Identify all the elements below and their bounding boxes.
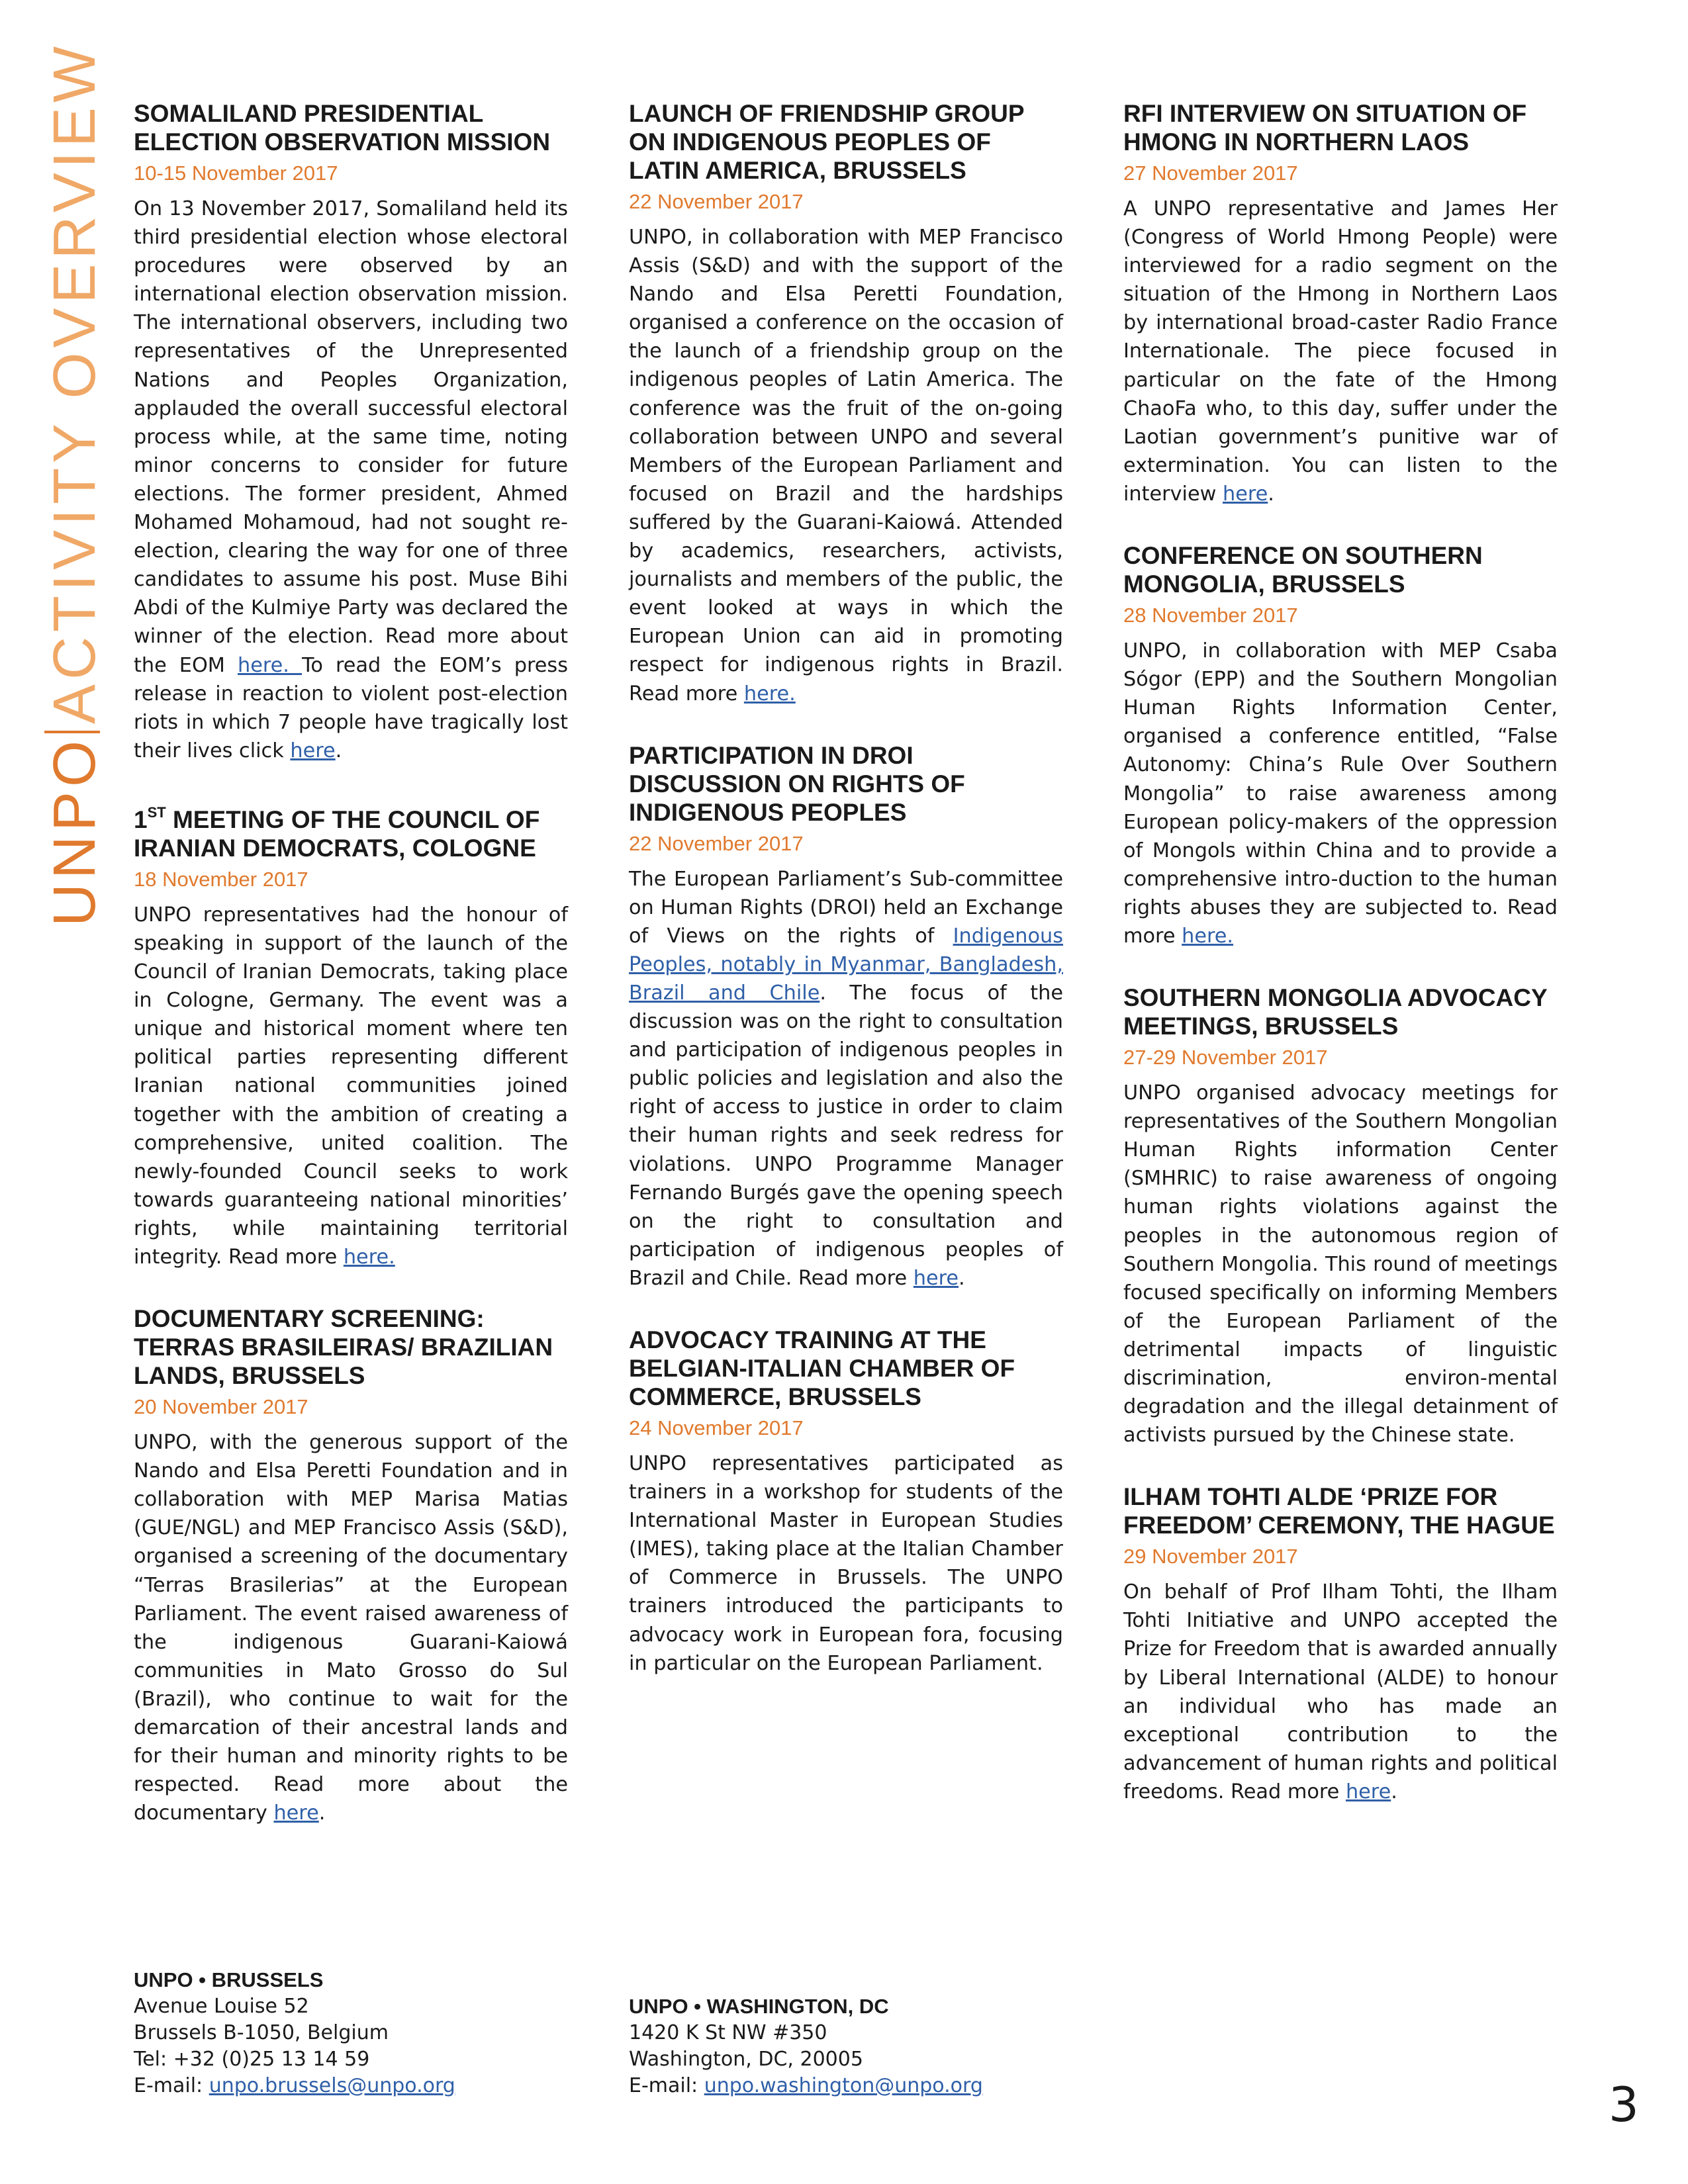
body-text-segment: . — [1268, 482, 1274, 506]
body-text-segment: . — [959, 1266, 965, 1290]
article-body — [629, 865, 1063, 1293]
read-more-link[interactable]: here — [273, 1801, 319, 1825]
read-more-link[interactable]: here — [913, 1266, 959, 1290]
email-label: E-mail: — [629, 2074, 704, 2097]
article-body — [134, 901, 568, 1271]
article-date: 29 November 2017 — [1123, 1545, 1298, 1569]
office-address-line: Avenue Louise 52 — [134, 1995, 309, 2018]
footer-brussels-office — [134, 1967, 455, 2099]
email-link[interactable]: unpo.washington@unpo.org — [704, 2074, 983, 2097]
article-headline: ILHAM TOHTI ALDE ‘PRIZE FOR FREEDOM’ CEREMONY, THE HAGUE — [1123, 1483, 1555, 1539]
headline-text: 1 — [134, 805, 148, 833]
read-more-link[interactable]: Indigenous Peoples, notably in Myanmar, Bangladesh, Brazil and Chile — [629, 924, 1063, 1005]
section-title-name: ACTIVITY OVERVIEW — [42, 42, 108, 724]
article-date: 20 November 2017 — [134, 1395, 308, 1419]
office-address-line: 1420 K St NW #350 — [629, 2021, 827, 2044]
body-text-segment: . — [318, 1801, 326, 1825]
body-text-segment: A UNPO representative and James Her (Congress of World Hmong People) were interviewed for a radio segment on the situation of the Hmong in Northern Laos by international broad-caster Radio France Internationale. The piece focused in particular on the fate of the Hmong ChaoFa who, to this day, suffer under the Laotian government’s punitive war of extermination. You can listen to the interview — [1123, 197, 1558, 506]
office-name: UNPO • WASHINGTON, DC — [629, 1995, 889, 2018]
read-more-link[interactable]: here. — [743, 682, 796, 705]
article-date: 22 November 2017 — [629, 190, 804, 213]
email-link[interactable]: unpo.brussels@unpo.org — [209, 2074, 455, 2097]
read-more-link[interactable]: here — [1345, 1780, 1391, 1803]
article — [629, 99, 1063, 708]
body-text-segment: UNPO representatives had the honour of speaking in support of the launch of the Council of Iranian Democrats, taking place in Cologne, Germany. The event was a unique and historical moment where ten political parties representing different Iranian national communities joined together with the ambition of creating a comprehensive, united coalition. The newly-founded Council seeks to work towards guaranteeing national minorities’ rights, while maintaining territorial integrity. Read more — [134, 903, 568, 1269]
office-address-line: Brussels B-1050, Belgium — [134, 2021, 389, 2044]
article-date: 28 November 2017 — [1123, 604, 1298, 627]
section-title-org: UNPO — [42, 735, 108, 927]
article — [134, 99, 568, 765]
article-body — [1123, 1578, 1558, 1806]
read-more-link[interactable]: here — [290, 739, 336, 762]
read-more-link[interactable]: here — [1223, 482, 1268, 506]
body-text-segment: On behalf of Prof Ilham Tohti, the Ilham Tohti Initiative and UNPO accepted the Prize for Freedom that is awarded annually by Liberal International (ALDE) to honour an individual who has made an exceptional contribution to the advancement of human rights and political freedoms. Read more — [1123, 1580, 1558, 1803]
article — [629, 1326, 1063, 1678]
article-date: 18 November 2017 — [134, 867, 308, 891]
article-body — [1123, 195, 1558, 508]
column-1 — [134, 99, 568, 1860]
read-more-link[interactable]: here. — [343, 1246, 395, 1269]
article — [1123, 983, 1558, 1449]
office-address-line: Washington, DC, 20005 — [629, 2048, 863, 2071]
article-headline: LAUNCH OF FRIENDSHIP GROUP ON INDIGENOUS PEOPLES OF LATIN AMERICA, BRUSSELS — [629, 100, 1024, 184]
article-body — [1123, 1079, 1558, 1449]
article — [134, 1304, 568, 1827]
email-label: E-mail: — [134, 2074, 209, 2097]
page-number: 3 — [1609, 2077, 1639, 2132]
article-date: 24 November 2017 — [629, 1416, 804, 1439]
section-title — [38, 42, 111, 927]
office-email-line — [134, 2073, 455, 2099]
read-more-link[interactable]: here. — [1182, 924, 1234, 948]
body-text-segment: UNPO organised advocacy meetings for representatives of the Southern Mongolian Human Rights information Center (SMHRIC) to raise awareness of ongoing human rights violations against the peoples in the autonomous region of Southern Mongolia. This round of meetings focused specifically on informing Members of the European Parliament of the detrimental impacts of linguistic discrimination, environ-mental degradation and the illegal detainment of activists pursued by the Chinese state. — [1123, 1081, 1558, 1447]
column-2 — [629, 99, 1063, 1711]
body-text-segment: UNPO, in collaboration with MEP Csaba Sógor (EPP) and the Southern Mongolian Human Rights Information Center, organised a conference entitled, “False Autonomy: China’s Rule Over Southern Mongolia” to raise awareness among European policy-makers of the oppression of Mongols within China and to provide a comprehensive intro-duction to the human rights abuses they are subjected to. Read more — [1123, 639, 1558, 948]
article-body — [629, 1449, 1063, 1678]
article-body — [1123, 637, 1558, 950]
article-headline: DOCUMENTARY SCREENING: TERRAS BRASILEIRAS/ BRAZILIAN LANDS, BRUSSELS — [134, 1305, 553, 1390]
article-headline: SOUTHERN MONGOLIA ADVOCACY MEETINGS, BRUSSELS — [1123, 984, 1547, 1040]
article-headline: PARTICIPATION IN DROI DISCUSSION ON RIGHTS OF INDIGENOUS PEOPLES — [629, 741, 965, 826]
article-body — [134, 1428, 568, 1827]
office-name: UNPO • BRUSSELS — [134, 1968, 324, 1991]
article — [1123, 1482, 1558, 1806]
article-headline: ADVOCACY TRAINING AT THE BELGIAN-ITALIAN CHAMBER OF COMMERCE, BRUSSELS — [629, 1326, 1015, 1410]
office-telephone: Tel: +32 (0)25 13 14 59 — [134, 2048, 370, 2071]
column-3 — [1123, 99, 1558, 1839]
article-date: 22 November 2017 — [629, 831, 804, 855]
article-headline: RFI INTERVIEW ON SITUATION OF HMONG IN NORTHERN LAOS — [1123, 100, 1527, 156]
office-email-line — [629, 2073, 983, 2099]
article — [629, 741, 1063, 1293]
article-date: 27 November 2017 — [1123, 161, 1298, 185]
footer-washington-office — [629, 1993, 983, 2099]
read-more-link[interactable]: here. — [238, 653, 303, 677]
article — [1123, 541, 1558, 950]
body-text-segment: . — [1391, 1780, 1397, 1803]
body-text-segment: UNPO, with the generous support of the Nando and Elsa Peretti Foundation and in collaboration with MEP Marisa Matias (GUE/NGL) and MEP Francisco Assis (S&D), organised a screening of the documentary “Terras Brasilerias” at the European Parliament. The event raised awareness of the indigenous Guarani-Kaiowá communities in Mato Grosso do Sul (Brazil), who continue to wait for the demarcation of their ancestral lands and for their human and minority rights to be respected. Read more about the documentary — [134, 1431, 568, 1825]
article-headline: SOMALILAND PRESIDENTIAL ELECTION OBSERVATION MISSION — [134, 100, 551, 156]
article-date: 27-29 November 2017 — [1123, 1046, 1328, 1069]
body-text-segment: . The focus of the discussion was on the right to consultation and participation of indigenous peoples in public policies and legislation and also the right of access to justice in order to claim their human rights and seek redress for violations. UNPO Programme Manager Fernando Burgés gave the opening speech on the right to consultation and participation of indigenous peoples of Brazil and Chile. Read more — [629, 981, 1063, 1290]
body-text-segment: UNPO representatives participated as trainers in a workshop for students of the International Master in European Studies (IMES), taking place at the Italian Chamber of Commerce in Brussels. The UNPO trainers introduced the participants to advocacy work in European fora, focusing in particular on the European Parliament. — [629, 1452, 1063, 1675]
title-divider — [44, 731, 100, 733]
body-text-segment: . — [335, 739, 342, 762]
article — [134, 798, 568, 1271]
body-text-segment: On 13 November 2017, Somaliland held its third presidential election whose electoral procedures were observed by an international election observation mission. The international observers, including two representatives of the Unrepresented Nations and Peoples Organization, applauded the overall successful electoral process while, at the same time, noting minor concerns to consider for future elections. The former president, Ahmed Mohamed Mohamoud, had not sought re-election, clearing the way for one of three candidates to assume his post. Muse Bihi Abdi of the Kulmiye Party was declared the winner of the election. Read more about the EOM — [134, 197, 568, 677]
article-body — [629, 223, 1063, 708]
article-date: 10-15 November 2017 — [134, 161, 338, 185]
headline-superscript: ST — [147, 803, 166, 821]
article — [1123, 99, 1558, 508]
article-headline — [134, 798, 568, 862]
body-text-segment: To read the EOM’s press release in reaction to violent post-election riots in which 7 people have tragically lost their lives click — [134, 653, 568, 762]
headline-text: MEETING OF THE COUNCIL OF IRANIAN DEMOCRATS, COLOGNE — [134, 805, 540, 862]
body-text-segment: The European Parliament’s Sub-committee on Human Rights (DROI) held an Exchange of Views on the rights of — [629, 867, 1063, 948]
article-headline: CONFERENCE ON SOUTHERN MONGOLIA, BRUSSELS — [1123, 542, 1483, 598]
article-body — [134, 195, 568, 765]
body-text-segment: UNPO, in collaboration with MEP Francisco Assis (S&D) and with the support of the Nando and Elsa Peretti Foundation, organised a conference on the occasion of the launch of a friendship group on the indigenous peoples of Latin America. The conference was the fruit of the on-going collaboration between UNPO and several Members of the European Parliament and focused on Brazil and the hardships suffered by the Guarani-Kaiowá. Attended by academics, researchers, activists, journalists and members of the public, the event looked at ways in which the European Union can aid in promoting respect for indigenous rights in Brazil. Read more — [629, 226, 1063, 705]
